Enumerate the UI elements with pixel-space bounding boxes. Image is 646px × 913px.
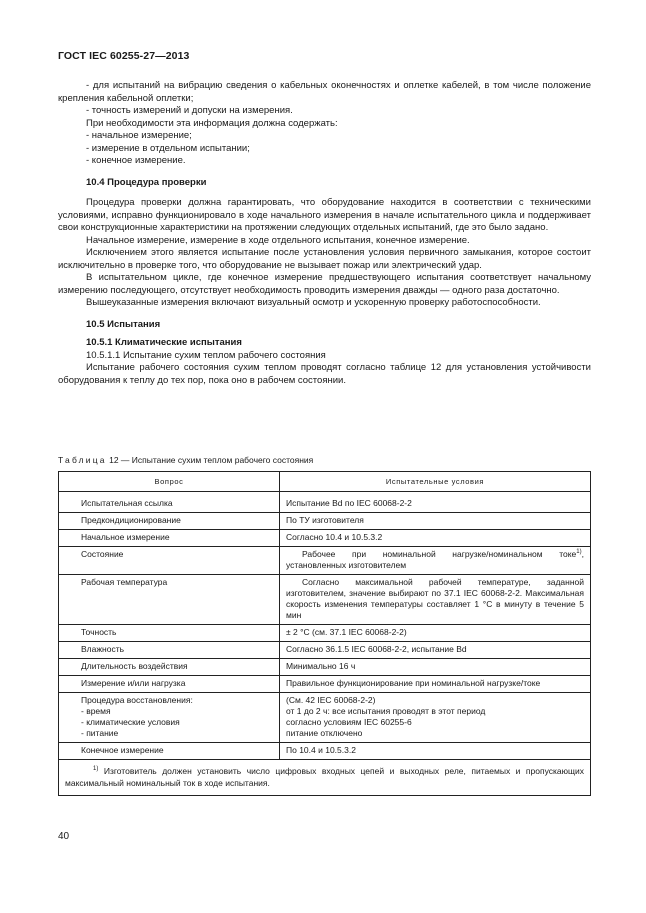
subsubsection-heading: 10.5.1.1 Испытание сухим теплом рабочего состояния — [86, 349, 326, 361]
recovery-item: - время — [81, 706, 111, 716]
table-caption-text: 12 — Испытание сухим теплом рабочего состояния — [106, 455, 314, 465]
recovery-item: - питание — [81, 728, 119, 738]
paragraph: В испытательном цикле, где конечное измерение предшествующего испытания соответствует начальному измерению последующего, отсутствует необходимость проводить измерения дважды — одного раза достаточно. — [58, 272, 591, 296]
table-row-recovery — [59, 693, 591, 743]
question-cell: Длительность воздействия — [59, 659, 280, 676]
table-header-row — [59, 472, 591, 492]
recovery-label: Процедура восстановления: — [81, 695, 193, 705]
question-cell: Предкондиционирование — [59, 513, 280, 530]
column-header-question: Вопрос — [59, 472, 280, 492]
paragraph: Исключением этого является испытание после установления условия первичного замыкания, которое состоит исключительно в проверке того, что оборудование не вызывает пожар или электрический удар. — [58, 247, 591, 271]
intro-line: - точность измерений и допуски на измерения. — [86, 105, 293, 116]
paragraph: Испытание рабочего состояния сухим теплом проводят согласно таблице 12 для установления устойчивости оборудования к теплу до тех пор, пока оно в рабочем состоянии. — [58, 362, 591, 386]
question-cell: Состояние — [59, 547, 280, 575]
recovery-item: - климатические условия — [81, 717, 180, 727]
condition-cell — [280, 693, 591, 743]
section-heading-10-5: 10.5 Испытания — [86, 318, 161, 330]
table-row — [59, 625, 591, 642]
table-footnote-row — [59, 760, 591, 796]
page-number: 40 — [58, 831, 70, 842]
condition-cell: По ТУ изготовителя — [280, 513, 591, 530]
table-row — [59, 642, 591, 659]
condition-cell: Минимально 16 ч — [280, 659, 591, 676]
paragraph: Вышеуказанные измерения включают визуальный осмотр и ускоренную проверку работоспособности. — [86, 297, 541, 308]
section-heading-10-4: 10.4 Процедура проверки — [86, 176, 207, 188]
recovery-value: (См. 42 IEC 60068-2-2) — [286, 695, 376, 705]
condition-text-cont: , установленных изготовителем — [286, 549, 584, 570]
intro-line: - для испытаний на вибрацию сведения о кабельных оконечностях и оплетке кабелей, в том числе положение крепления кабельной оплетки; — [58, 80, 591, 104]
body-text — [58, 80, 591, 387]
table-row — [59, 547, 591, 575]
table-row — [59, 743, 591, 760]
table-row — [59, 575, 591, 625]
condition-cell: Согласно 36.1.5 IEC 60068-2-2, испытание Bd — [280, 642, 591, 659]
condition-cell — [280, 575, 591, 625]
question-cell: Конечное измерение — [59, 743, 280, 760]
table-row — [59, 513, 591, 530]
question-cell: Испытательная ссылка — [59, 492, 280, 513]
recovery-value: питание отключено — [286, 728, 363, 738]
paragraph: Процедура проверки должна гарантировать, что оборудование находится в соответствии с техническими условиями, исправно функционировало в ходе начального измерения в начале испытательного цикла и поддерживает свои конструкционные характеристики на протяжении следующих отдельных испытаний, где это было задано. — [58, 197, 591, 233]
intro-line: - начальное измерение; — [86, 130, 192, 141]
footnote-mark: 1) — [93, 766, 99, 773]
recovery-value: согласно условиям IEC 60255-6 — [286, 717, 412, 727]
table-row — [59, 676, 591, 693]
condition-cell: Правильное функционирование при номинальной нагрузке/токе — [280, 676, 591, 693]
table-row — [59, 659, 591, 676]
table-footnote — [59, 760, 591, 796]
question-cell: Начальное измерение — [59, 530, 280, 547]
question-cell: Измерение и/или нагрузка — [59, 676, 280, 693]
footnote-mark: 1) — [576, 549, 582, 556]
question-cell: Рабочая температура — [59, 575, 280, 625]
question-cell: Влажность — [59, 642, 280, 659]
table-caption — [58, 455, 313, 465]
column-header-conditions: Испытательные условия — [280, 472, 591, 492]
condition-cell: Согласно 10.4 и 10.5.3.2 — [280, 530, 591, 547]
question-cell — [59, 693, 280, 743]
paragraph: Начальное измерение, измерение в ходе отдельного испытания, конечное измерение. — [86, 234, 470, 246]
condition-text: Согласно максимальной рабочей температуре, заданной изготовителем, значение выбирают по 37.1 IEC 60068-2-2. Максимальная скорость изменения температуры составляет 1 °C в минуту в течение 5 мин — [286, 577, 584, 620]
condition-text: Рабочее при номинальной нагрузке/номинальном токе — [302, 549, 577, 559]
document-header: ГОСТ IEC 60255-27—2013 — [58, 50, 190, 62]
condition-cell: ± 2 °C (см. 37.1 IEC 60068-2-2) — [280, 625, 591, 642]
test-conditions-table — [58, 471, 591, 796]
footnote-text: Изготовитель должен установить число цифровых входных цепей и выходных реле, питаемых и пропускающих максимальный номинальный ток в ходе испытания. — [65, 766, 584, 788]
condition-cell: Испытание Bd по IEC 60068-2-2 — [280, 492, 591, 513]
recovery-value: от 1 до 2 ч: все испытания проводят в этот период — [286, 706, 486, 716]
table-row — [59, 530, 591, 547]
intro-line: При необходимости эта информация должна содержать: — [86, 117, 338, 129]
intro-line: - измерение в отдельном испытании; — [86, 142, 250, 154]
condition-cell: По 10.4 и 10.5.3.2 — [280, 743, 591, 760]
table-row — [59, 492, 591, 513]
question-cell: Точность — [59, 625, 280, 642]
subsection-heading: 10.5.1 Климатические испытания — [86, 337, 242, 348]
condition-cell — [280, 547, 591, 575]
intro-line: - конечное измерение. — [86, 155, 186, 166]
table-caption-label: Таблица — [58, 455, 107, 465]
